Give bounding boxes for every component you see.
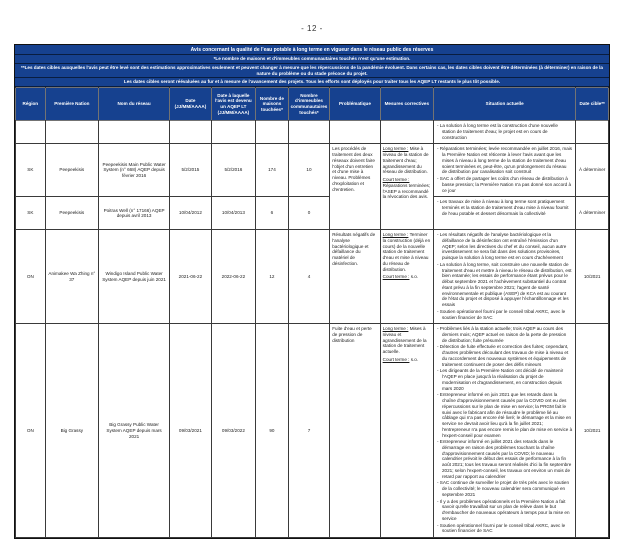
cell-target-date: À déterminer: [576, 197, 609, 230]
cell-target-date: [576, 121, 609, 144]
status-bullet: - Il y a des problèmes opérationnels et la Première Nation a fait savoir qu'elle travaillait sur un plan de relève dans le but d'embaucher de nouveaux opérateurs à temps pour la mise en service: [437, 499, 572, 522]
cell-network: Big Grassy Public Water System AQEP depuis mars 2021: [99, 324, 170, 538]
status-bullet: - Entrepreneur informé en juin 2021 que les retards dans la chaîne d'approvisionnement causés par la COVID ont eu des répercussions sur le plan de mise en service; la PRGM fait le suivi avec le fabricant afin de résoudre le problème lié au câblage qui n'a pas encore été livré; le démarrage et la mise en service ne devrait avoir lieu qu'à la fin juillet 2021; l'entrepreneur n'a pas encore remis le plan de mise en service à l'expert-conseil pour examen: [437, 392, 572, 438]
status-bullet: - Soutien opérationnel fourni par le conseil tribal AKRC, avec le soutien financier de SAC: [437, 309, 572, 320]
table-row-big-grassy: [16, 324, 609, 538]
cell-measures: [380, 324, 433, 538]
status-bullet: - SAC a offert de partager les coûts d'un réseau de distribution à basse pression; la Première Nation n'a pas donné son accord à ce jour: [437, 176, 572, 193]
status-bullet: - Les résultats négatifs de l'analyse bactériologique et la défaillance de la désinfection ont entraîné l'émission d'un AQEP; selon les directives du chef et du conseil, aucun autre investissement ne sera fait dans des solutions provisoires, puisque la solution à long terme est en cours d'achèvement: [437, 232, 572, 261]
cell-region: SK: [16, 144, 46, 197]
cell-region: SK: [16, 197, 46, 230]
cell-first-nation: Peepeekisis: [45, 144, 98, 197]
cell-problem: Résultats négatifs de l'analyse bactériologique et défaillance du matériel de désinfection.: [330, 230, 380, 324]
cell-date-lt: 2022-06-22: [211, 230, 255, 324]
cell-date: 5/2/2015: [170, 144, 212, 197]
status-bullet: - Problèmes liés à la station actuelle; trois AQEP au cours des derniers mois; AQEP actuel en raison de la perte de pression de distribution; fuite présumée: [437, 326, 572, 343]
cell-first-nation: Peepeekisis: [45, 197, 98, 230]
banner-note-estimate: *Le nombre de maisons et d'immeubles communautaires touchés n'est qu'une estimation.: [15, 55, 609, 64]
status-bullet: - Entrepreneur informé en juillet 2021 des retards dans le démarrage en raison des problèmes touchant la chaîne d'approvisionnement causés par la COVID; le nouveau calendrier prévoit le début des essais de performance à la fin août 2021; tous les travaux seront réalisés d'ici la fin septembre 2021; selon l'expert-conseil, les travaux ont environ un mois de retard par rapport au calendrier: [437, 439, 572, 479]
table-title: Avis concernant la qualité de l'eau potable à long terme en vigueur dans le réseau public des réserves: [15, 45, 609, 55]
col-header-region: Région: [16, 88, 46, 121]
table-row-windigo-island: [16, 230, 609, 324]
header-row: [16, 88, 609, 121]
cell-target-date: À déterminer: [576, 144, 609, 197]
cell-homes: 12: [256, 230, 289, 324]
cell-problem: [330, 121, 380, 144]
col-header-problem: Problématique: [330, 88, 380, 121]
banner-note-reassessment: Les dates cibles seront réévaluées au fur et à mesure de l'avancement des projets. Tous les efforts sont déployés pour traiter tous les AQEP LT restants le plus tôt possible.: [15, 78, 609, 87]
advisories-table: [14, 44, 610, 539]
measure-short-term: Court terme : s.o.: [382, 356, 419, 362]
cell-buildings: [288, 121, 330, 144]
cell-target-date: 10/2021: [576, 324, 609, 538]
status-bullet: - Les dirigeants de la Première Nation ont décidé de maintenir l'AQEP en place jusqu'à la réalisation du projet de modernisation et d'agrandissement, en construction depuis mars 2020: [437, 368, 572, 391]
col-header-first-nation: Première Nation: [45, 88, 98, 121]
col-header-buildings: Nombre d'immeubles communautaires touchés*: [288, 88, 330, 121]
col-header-status: Situation actuelle: [433, 88, 575, 121]
cell-measures: [380, 144, 433, 230]
cell-date-lt: 5/2/2016: [211, 144, 255, 197]
status-bullet: - Soutien opérationnel fourni par le conseil tribal AKRC, avec le soutien financier de SAC: [437, 523, 572, 534]
cell-date: 2021-06-22: [170, 230, 212, 324]
cell-date-lt: 10/04/2013: [211, 197, 255, 230]
measure-long-term: Long terme : Mises à niveau et agrandissement de la station de traitement actuelle.: [382, 326, 427, 355]
cell-homes: [256, 121, 289, 144]
cell-homes: 90: [256, 324, 289, 538]
cell-status: [433, 324, 575, 538]
measure-short-term: Court terme : Réparations terminées; l'ASEP a recommandé la révocation des avis.: [382, 177, 431, 200]
advisories-data-grid: [15, 87, 609, 538]
col-header-target-date: Date cible**: [576, 88, 609, 121]
cell-network: Windigo Island Public Water System AQEP depuis juin 2021: [99, 230, 170, 324]
cell-region: [16, 121, 46, 144]
cell-status: [433, 121, 575, 144]
cell-buildings: 10: [288, 144, 330, 197]
cell-status: [433, 197, 575, 230]
cell-date-lt: 09/03/2022: [211, 324, 255, 538]
status-bullet: - La solution à long terme est la construction d'une nouvelle station de traitement d'eau; le projet est en cours de construction: [437, 123, 572, 140]
cell-status: [433, 230, 575, 324]
status-bullet: - Réparations terminées; levée recommandée en juillet 2016, mais la Première Nation est réticente à lever l'avis avant que les mises à niveau à long terme de la station de traitement d'eau soient terminées et, peut-être, qu'un prolongement du réseau de distribution par canalisation soit construit: [437, 146, 572, 175]
col-header-homes: Nombre de maisons touchées*: [256, 88, 289, 121]
status-bullet: - Détection de fuite effectuée et correction des fuites; cependant, d'autres problèmes découlant des travaux de mise à niveau et du raccordement des nouveaux systèmes et équipements de traitement continuent de poser des défis mineurs: [437, 344, 572, 367]
table-banner: [15, 45, 609, 87]
cell-date: [170, 121, 212, 144]
cell-date-lt: [211, 121, 255, 144]
cell-status: [433, 144, 575, 197]
cell-measures: [380, 230, 433, 324]
cell-network: Poitras Well (n° 17166) AQEP depuis avril 2013: [99, 197, 170, 230]
col-header-network-name: Nom du réseau: [99, 88, 170, 121]
cell-homes: 174: [256, 144, 289, 197]
measure-long-term: Long terme : Terminer la construction (déjà en cours) de la nouvelle station de traitement d'eau et mise à niveau du réseau de distribution.: [382, 232, 431, 272]
measure-long-term: Long terme : Mise à niveau de la station de traitement d'eau; agrandissement du réseau de distribution.: [382, 146, 429, 175]
status-bullet: - SAC continue de surveiller le projet de très près avec le soutien de la collectivité; le nouveau calendrier sera communiqué en septembre 2021: [437, 480, 572, 497]
cell-measures: [380, 121, 433, 144]
cell-homes: 6: [256, 197, 289, 230]
page-number: - 12 -: [301, 24, 323, 33]
status-bullet: - Les travaux de mise à niveau à long terme sont pratiquement terminés et la station de traitement d'eau mise à niveau fournit de l'eau potable et dessert désormais la collectivité: [437, 199, 572, 216]
cell-date: 10/04/2012: [170, 197, 212, 230]
col-header-measures: Mesures correctives: [380, 88, 433, 121]
cell-buildings: 0: [288, 197, 330, 230]
cell-buildings: 4: [288, 230, 330, 324]
cell-first-nation: [45, 121, 98, 144]
cell-target-date: 10/2021: [576, 230, 609, 324]
banner-note-target-dates: **Les dates cibles auxquelles l'avis peut être levé sont des estimations approximatives seulement et peuvent changer à mesure que les répercussions de la pandémie évoluent. Dans certains cas, les dates cibles doivent être déterminées (à déterminer) en raison de la nature du problème ou du stade précoce du projet.: [15, 64, 609, 78]
table-row-continuation: [16, 121, 609, 144]
cell-first-nation: Animakee Wa Zhing n° 37: [45, 230, 98, 324]
measure-short-term: Court terme : s.o.: [382, 274, 419, 280]
col-header-date: Date (JJ/MM/AAAA): [170, 88, 212, 121]
cell-problem: Fuite d'eau et perte de pression de distribution: [330, 324, 380, 538]
table-row-poitras-well: [16, 197, 609, 230]
cell-network: Peepeekisis Main Public Water System (n° 668) AQEP depuis février 2016: [99, 144, 170, 197]
cell-region: ON: [16, 230, 46, 324]
status-bullet: - La solution à long terme, soit construire une nouvelle station de traitement d'eau et mettre à niveau le réseau de distribution, est bien entamée; les essais de performance étant prévus pour le début septembre 2021 et l'achèvement substantiel du contrat étant prévu à la fin septembre 2021; l'agent de santé environnementale et publique (ASEP) de KCA est au courant de l'état du projet et disposé à appuyer l'échantillonnage et les essais: [437, 262, 572, 308]
table-row-peepeekisis-main: [16, 144, 609, 197]
cell-date: 09/03/2021: [170, 324, 212, 538]
cell-problem: Les procédés de traitement des deux réseaux doivent faire l'objet d'un entretien et d'une mise à niveau. Problèmes d'exploitation et d'entretien.: [330, 144, 380, 230]
cell-region: ON: [16, 324, 46, 538]
cell-buildings: 7: [288, 324, 330, 538]
cell-network: [99, 121, 170, 144]
col-header-date-lt: Date à laquelle l'avis est devenu un AQEP LT (JJ/MM/AAAA): [211, 88, 255, 121]
cell-first-nation: Big Grassy: [45, 324, 98, 538]
